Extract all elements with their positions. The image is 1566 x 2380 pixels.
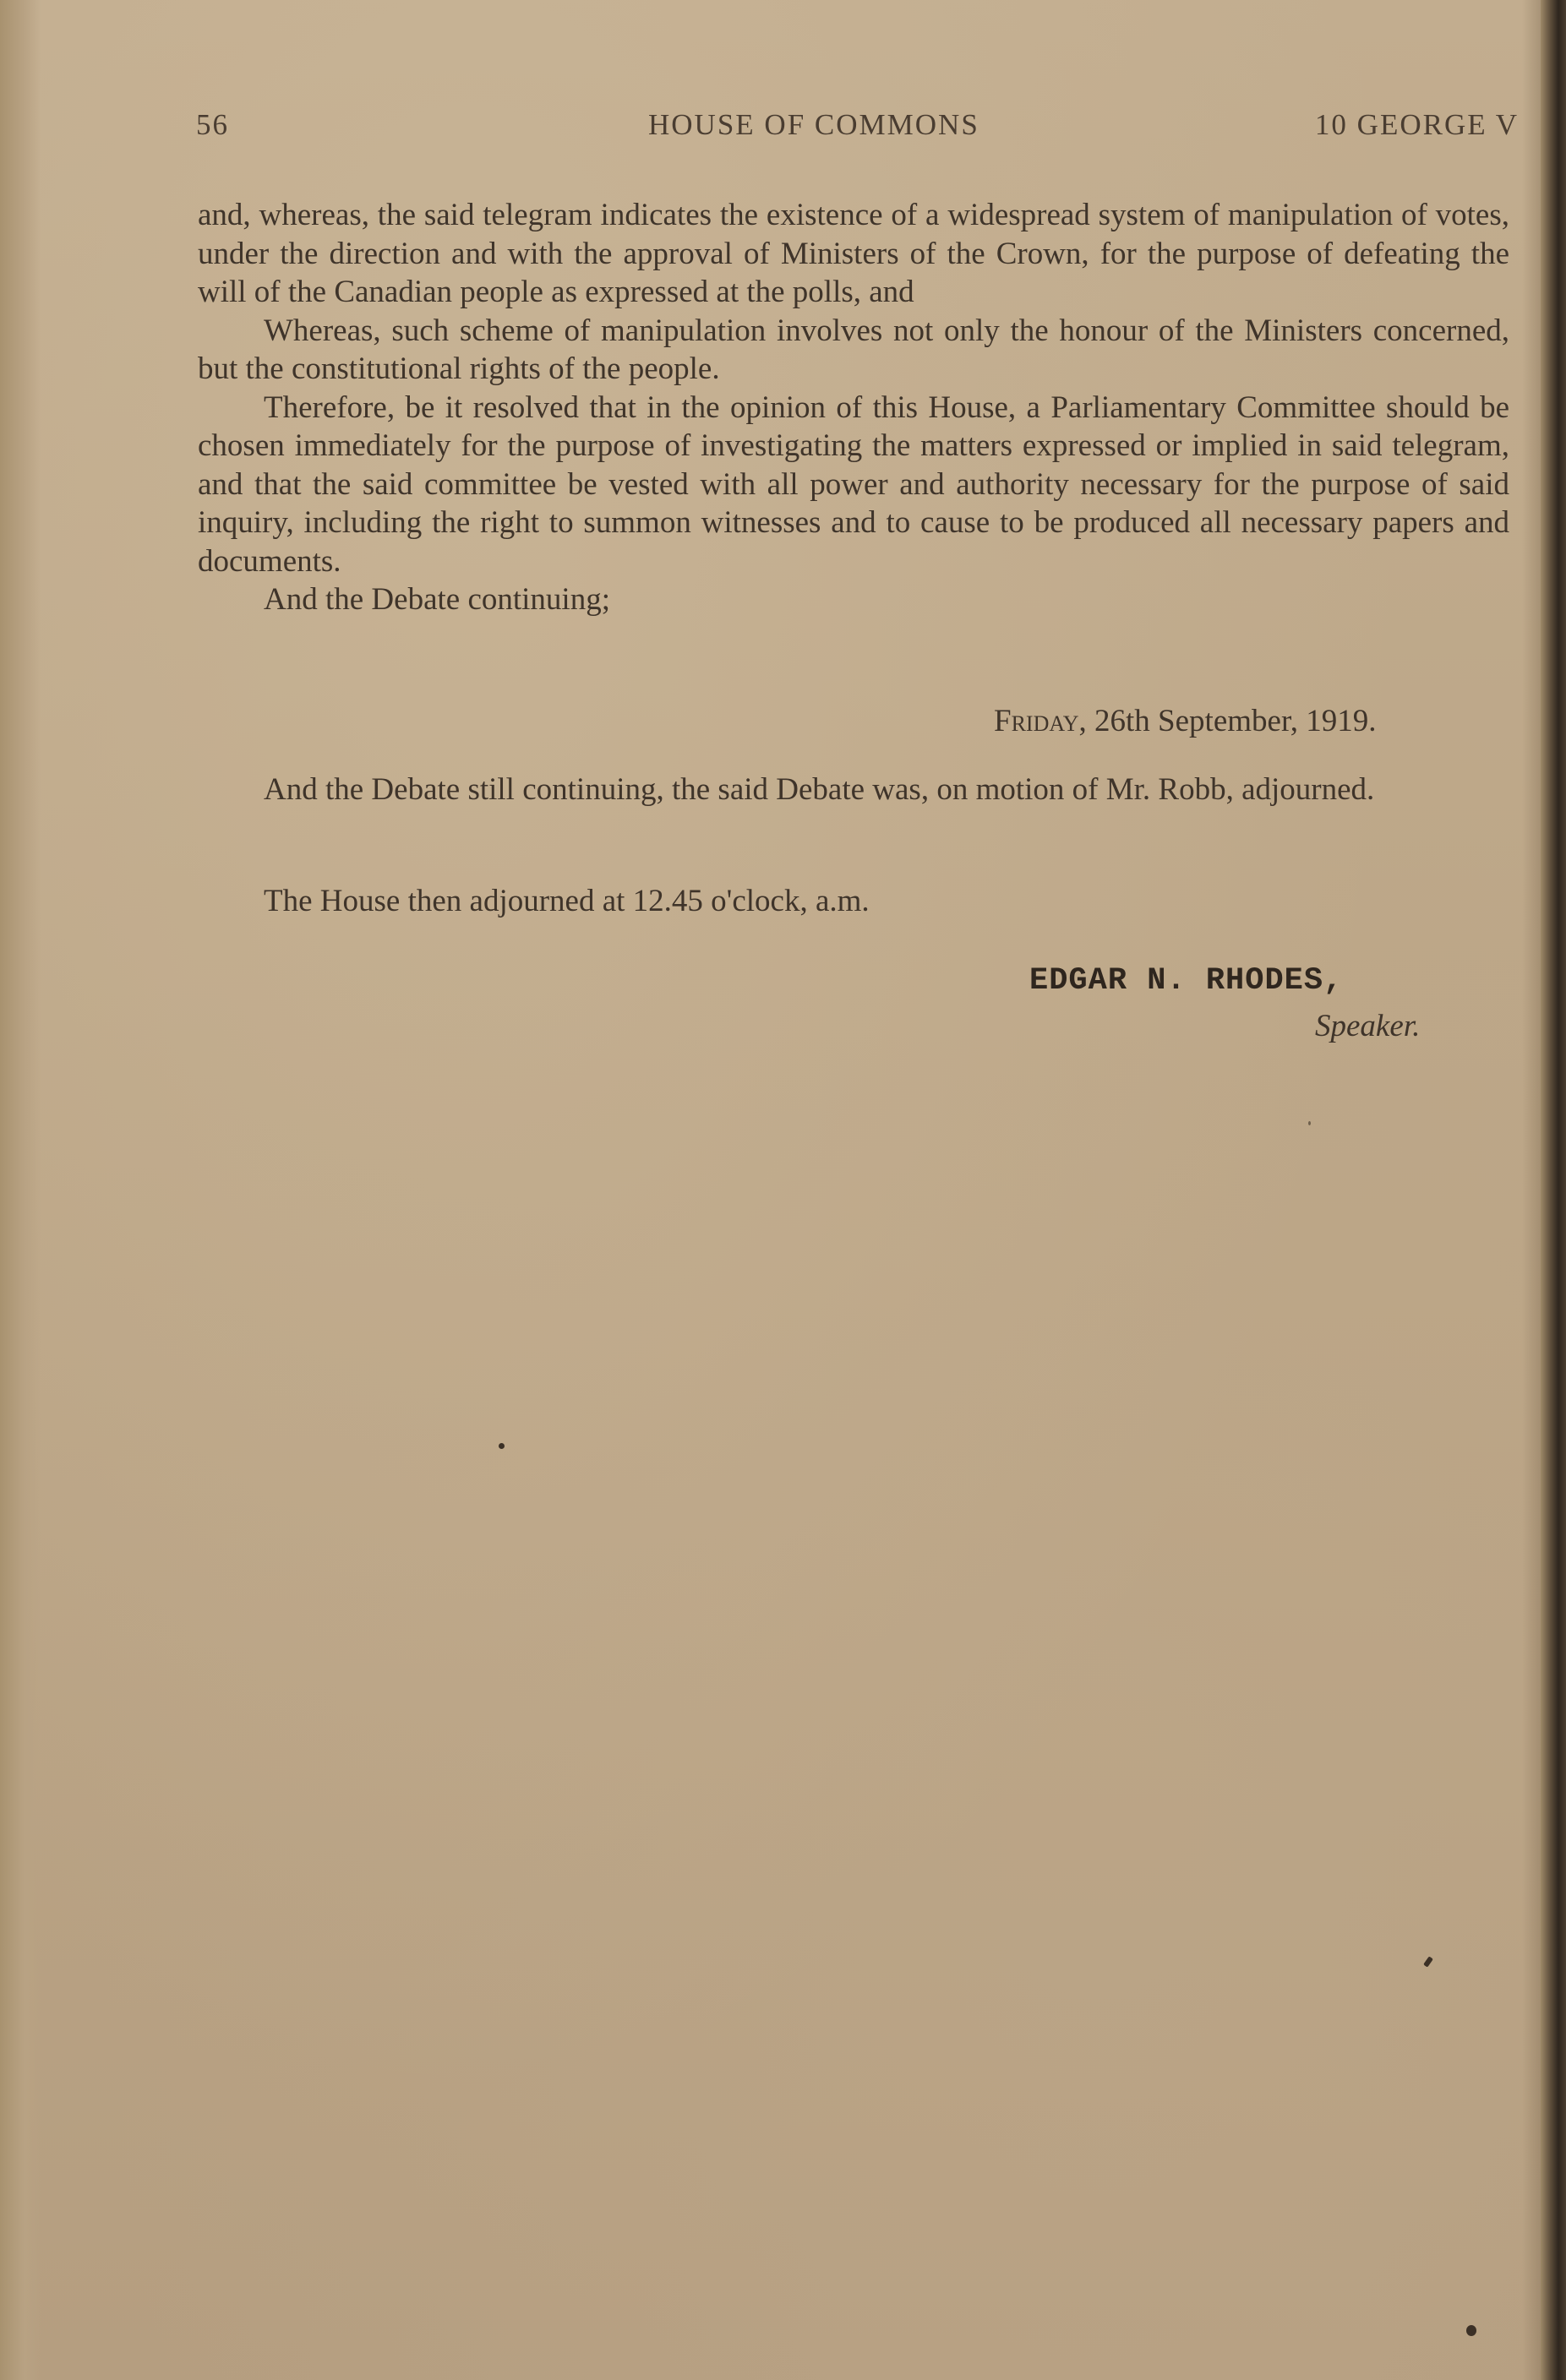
paragraph-debate-adjourned: And the Debate still continuing, the said Debate was, on motion of Mr. Robb, adjourned.: [264, 772, 1375, 807]
sitting-date-rest: , 26th September, 1919.: [1078, 704, 1377, 738]
paper-speck: [499, 1443, 505, 1449]
page-right-shadow: [1522, 0, 1541, 2380]
speaker-name: EDGAR N. RHODES,: [1029, 963, 1344, 999]
sitting-date: [994, 703, 1377, 739]
motion-text: [198, 196, 1509, 619]
paper-speck: [1423, 1956, 1433, 1967]
page-number: 56: [196, 108, 229, 141]
paragraph-debate-continuing: And the Debate continuing;: [264, 582, 610, 617]
book-binding-edge: [1541, 0, 1566, 2380]
paragraph-whereas-scheme: Whereas, such scheme of manipulation involves not only the honour of the Ministers concerned, but the constitutional rights of the people.: [198, 313, 1509, 386]
paragraph-whereas-telegram: and, whereas, the said telegram indicates the existence of a widespread system of manipulation of votes, under the direction and with the approval of Ministers of the Crown, for the purpose of defeating the will of the Canadian people as expressed at the polls, and: [198, 198, 1509, 309]
page-header: [196, 108, 1519, 150]
paper-speck: [1308, 1121, 1311, 1125]
paragraph-resolution: Therefore, be it resolved that in the opinion of this House, a Parliamentary Committee should be chosen immediately for the purpose of investigating the matters expressed or implied in said telegram, and that the said committee be vested with all power and authority necessary for the purpose of said inquiry, including the right to summon witnesses and to cause to be produced all necessary papers and documents.: [198, 389, 1509, 579]
paper-speck: [1466, 2325, 1476, 2336]
speaker-title: Speaker.: [1315, 1009, 1421, 1043]
page-left-edge: [0, 0, 41, 2380]
house-adjournment: The House then adjourned at 12.45 o'clock, a.m.: [264, 884, 870, 918]
regnal-year: 10 GEORGE V: [1314, 108, 1519, 141]
sitting-day: Friday: [994, 704, 1079, 738]
running-head: HOUSE OF COMMONS: [648, 108, 979, 141]
